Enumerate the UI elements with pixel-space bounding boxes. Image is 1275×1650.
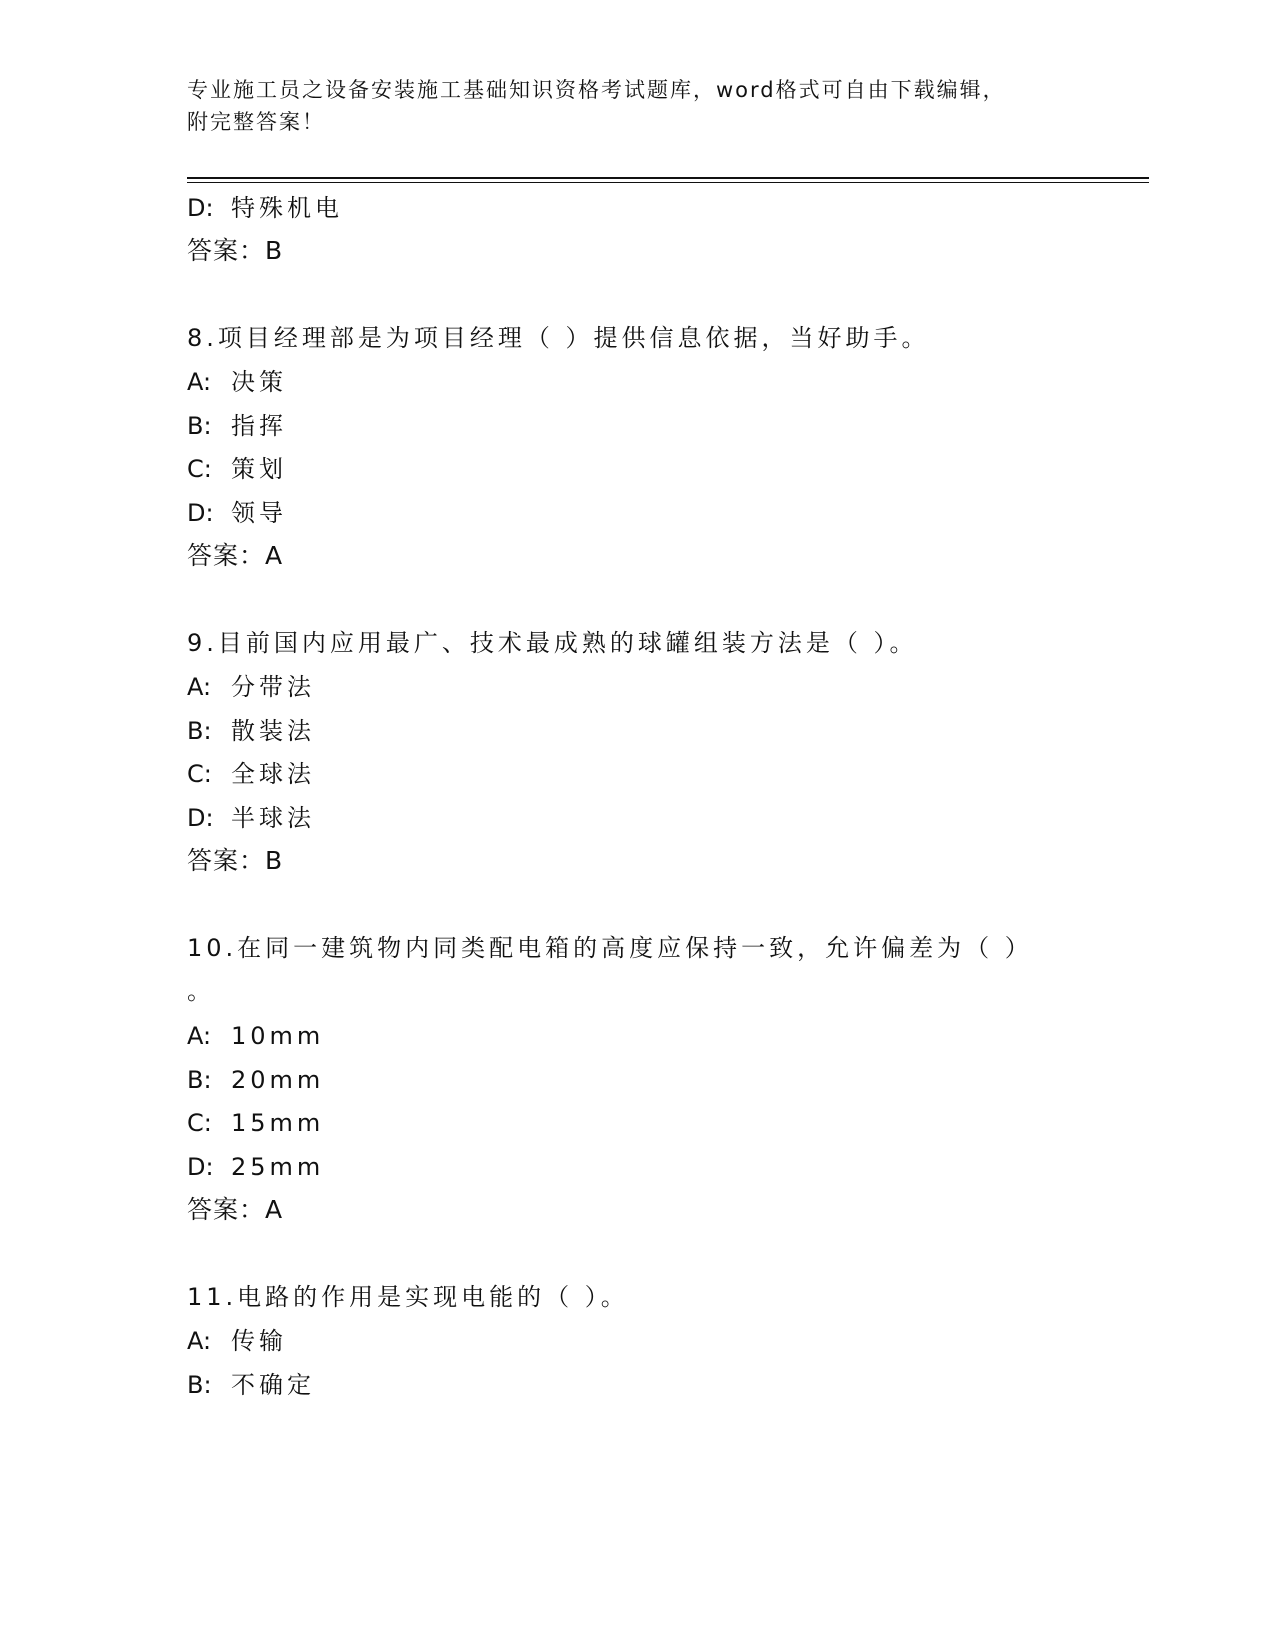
option-text: 不确定 [231, 1371, 315, 1399]
option-text: 分带法 [231, 673, 315, 701]
option-text: 散装法 [231, 717, 315, 745]
option-text: 领导 [231, 499, 287, 527]
option-label: D: [187, 804, 214, 832]
option-text: 25mm [231, 1153, 325, 1181]
option-label: B: [187, 1066, 212, 1094]
option-d [187, 498, 287, 528]
option-label: C: [187, 455, 212, 483]
question-stem: 10.在同一建筑物内同类配电箱的高度应保持一致，允许偏差为（ ） [187, 934, 1033, 962]
option-c [187, 759, 315, 789]
document-header [187, 74, 1087, 138]
option-b [187, 411, 287, 441]
option-text: 特殊机电 [231, 194, 343, 222]
answer-line: 答案：A [187, 1195, 284, 1224]
option-a [187, 1021, 324, 1051]
question-stem: 9.目前国内应用最广、技术最成熟的球罐组装方法是（ ）。 [187, 629, 918, 657]
option-text: 决策 [231, 368, 287, 396]
option-text: 传输 [231, 1327, 287, 1355]
option-a [187, 672, 315, 702]
option-label: D: [187, 1153, 214, 1181]
option-c [187, 1108, 324, 1138]
option-text: 20mm [231, 1066, 325, 1094]
question-stem: 11.电路的作用是实现电能的（ ）。 [187, 1283, 629, 1311]
option-text: 半球法 [231, 804, 315, 832]
option-d [187, 1152, 324, 1182]
option-label: A: [187, 1022, 212, 1050]
option-text: 指挥 [231, 412, 287, 440]
option-text: 10mm [231, 1022, 325, 1050]
option-label: A: [187, 673, 212, 701]
option-d [187, 803, 315, 833]
option-label: D: [187, 194, 214, 222]
option-label: A: [187, 368, 212, 396]
answer-line: 答案：B [187, 236, 284, 265]
header-divider-thin [187, 182, 1149, 183]
option-text: 全球法 [231, 760, 315, 788]
question-stem: 8.项目经理部是为项目经理（ ）提供信息依据，当好助手。 [187, 324, 930, 352]
option-label: C: [187, 760, 212, 788]
option-c [187, 454, 287, 484]
option-b [187, 1065, 324, 1095]
option-b [187, 1370, 315, 1400]
option-label: A: [187, 1327, 212, 1355]
header-divider-thick [187, 177, 1149, 179]
option-b [187, 716, 315, 746]
header-line-1: 专业施工员之设备安装施工基础知识资格考试题库，word格式可自由下载编辑， [187, 78, 1006, 102]
option-label: D: [187, 499, 214, 527]
header-line-2: 附完整答案！ [187, 110, 325, 134]
option-label: B: [187, 412, 212, 440]
option-a [187, 367, 287, 397]
option-text: 策划 [231, 455, 287, 483]
option-d [187, 193, 343, 223]
answer-line: 答案：B [187, 846, 284, 875]
option-a [187, 1326, 287, 1356]
option-label: C: [187, 1109, 212, 1137]
question-stem-continuation: 。 [187, 977, 215, 1005]
answer-line: 答案：A [187, 541, 284, 570]
option-label: B: [187, 1371, 212, 1399]
option-label: B: [187, 717, 212, 745]
option-text: 15mm [231, 1109, 325, 1137]
